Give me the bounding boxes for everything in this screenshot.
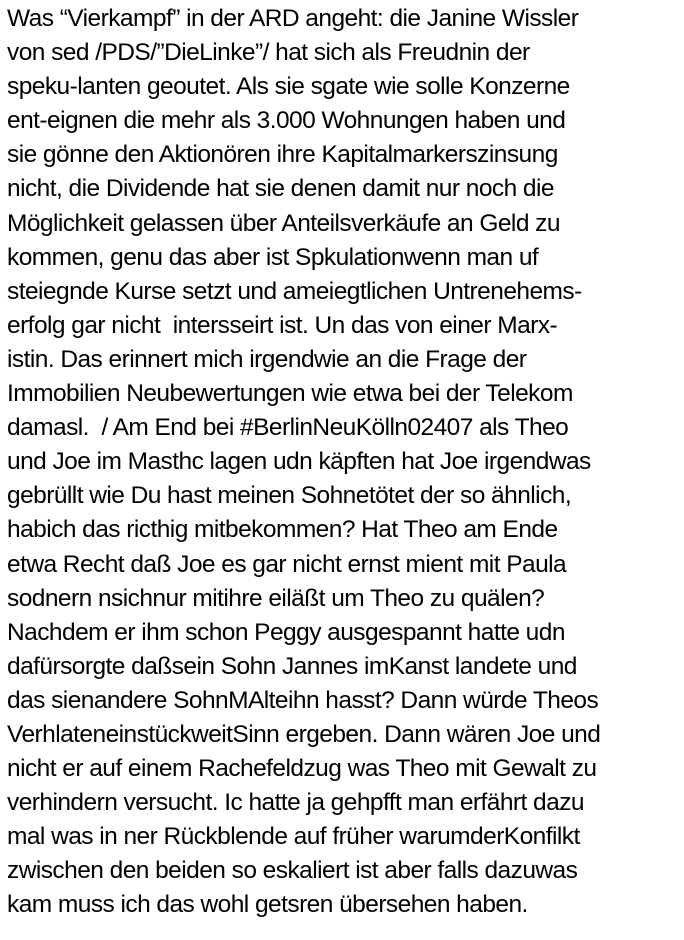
text-line: sie gönne den Aktionören ihre Kapitalmarkerszinsung bbox=[7, 141, 558, 169]
text-line: dafürsorgte daßsein Sohn Jannes imKanst landete und bbox=[7, 652, 577, 680]
body-text bbox=[7, 2, 683, 923]
text-line: gebrüllt wie Du hast meinen Sohnetötet der so ähnlich, bbox=[7, 482, 572, 510]
text-line: sodnern nsichnur mitihre eiläßt um Theo zu quälen? bbox=[7, 584, 545, 612]
text-line: VerhlateneinstückweitSinn ergeben. Dann wären Joe und bbox=[7, 720, 601, 748]
text-line: habich das ricthig mitbekommen? Hat Theo am Ende bbox=[7, 516, 558, 544]
text-line: und Joe im Masthc lagen udn käpften hat Joe irgendwas bbox=[7, 448, 591, 476]
text-line: Möglichkeit gelassen über Anteilsverkäufe an Geld zu bbox=[7, 209, 560, 237]
text-line: nicht er auf einem Rachefeldzug was Theo mit Gewalt zu bbox=[7, 755, 597, 783]
text-line: zwischen den beiden so eskaliert ist aber falls dazuwas bbox=[7, 857, 578, 885]
text-line: steiegnde Kurse setzt und ameiegtlichen Untrenehems- bbox=[7, 277, 582, 305]
text-line: Immobilien Neubewertungen wie etwa bei der Telekom bbox=[7, 380, 573, 408]
text-line: kam muss ich das wohl getsren übersehen haben. bbox=[7, 891, 528, 919]
text-line: kommen, genu das aber ist Spkulationwenn man uf bbox=[7, 243, 539, 271]
text-line: Nachdem er ihm schon Peggy ausgespannt hatte udn bbox=[7, 618, 565, 646]
text-line: mal was in ner Rückblende auf früher warumderKonfilkt bbox=[7, 823, 580, 851]
text-line: istin. Das erinnert mich irgendwie an die Frage der bbox=[7, 345, 527, 373]
text-line: speku-lanten geoutet. Als sie sgate wie solle Konzerne bbox=[7, 73, 570, 101]
text-line: damasl. / Am End bei #BerlinNeuKölln02407 als Theo bbox=[7, 414, 569, 442]
text-line: Was “Vierkampf” in der ARD angeht: die Janine Wissler bbox=[7, 5, 579, 32]
text-line: verhindern versucht. Ic hatte ja gehpfft man erfährt dazu bbox=[7, 789, 584, 817]
text-line: das sienandere SohnMAlteihn hasst? Dann würde Theos bbox=[7, 686, 599, 714]
text-line: erfolg gar nicht intersseirt ist. Un das von einer Marx- bbox=[7, 311, 558, 339]
text-line: nicht, die Dividende hat sie denen damit nur noch die bbox=[7, 175, 554, 203]
text-line: von sed /PDS/”DieLinke”/ hat sich als Freudnin der bbox=[7, 39, 530, 67]
text-line: etwa Recht daß Joe es gar nicht ernst mient mit Paula bbox=[7, 550, 567, 578]
text-line: ent-eignen die mehr als 3.000 Wohnungen haben und bbox=[7, 107, 566, 135]
